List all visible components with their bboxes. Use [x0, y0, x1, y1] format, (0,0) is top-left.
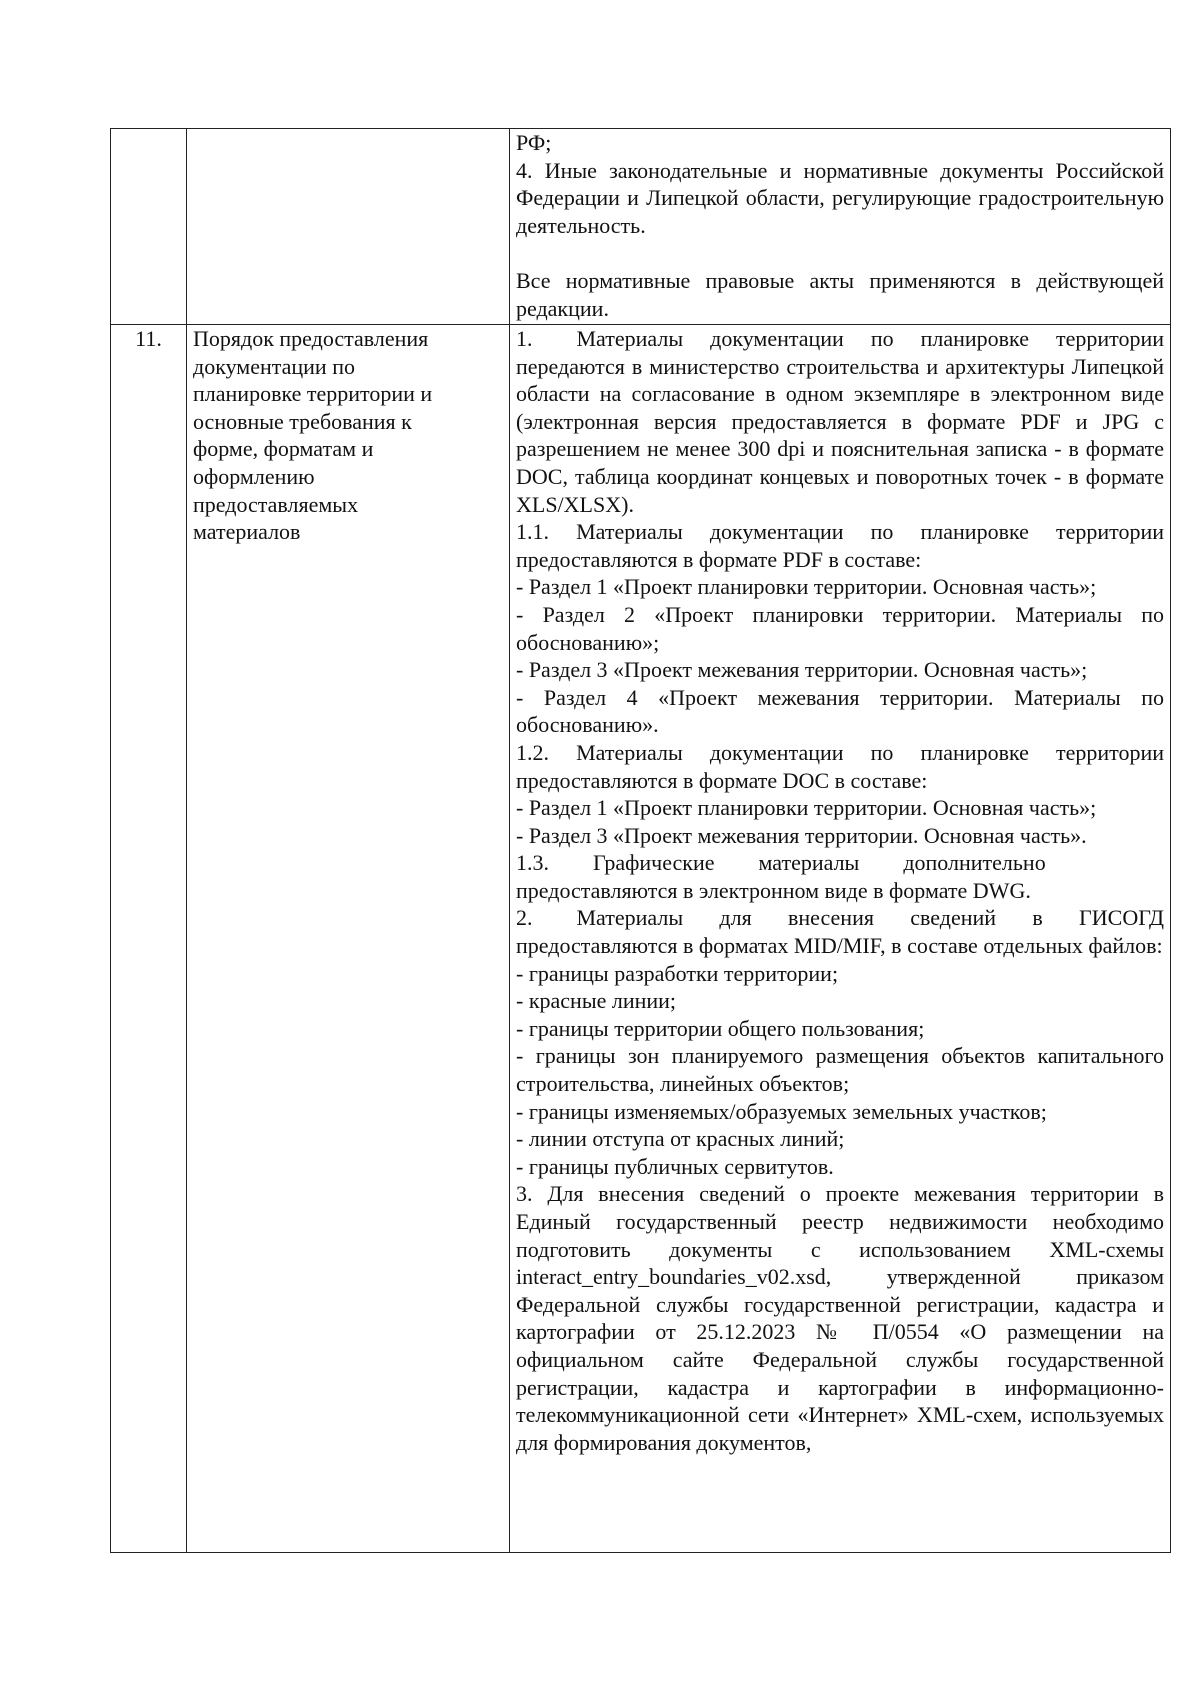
paragraph-gap: [516, 239, 1164, 267]
name-line: основные требования к: [193, 408, 412, 434]
paragraph: 1. Материалы документации по планировке территории передаются в министерство строительства и архитектуры Липецкой области на согласование в одном экземпляре в электронном виде (электронная версия предоставляется в формате PDF и JPG с разрешением не менее 300 dpi и пояснительная записка - в формате DOC, таблица координат концевых и поворотных точек - в формате XLS/XLSX).: [516, 326, 1164, 517]
paragraph: 1.3. Графические материалы дополнительно предоставляются в электронном виде в формате DWG.: [516, 850, 1046, 903]
name-line: планировке территории и: [193, 381, 433, 407]
table-row: [111, 325, 1171, 1553]
row-number-cell: [111, 129, 187, 325]
paragraph: - красные линии;: [516, 988, 677, 1014]
paragraph: - Раздел 2 «Проект планировки территории. Материалы по обоснованию»;: [516, 601, 1164, 655]
note-paragraph: Все нормативные правовые акты применяются в действующей редакции.: [516, 267, 1164, 321]
paragraph: - границы зон планируемого размещения объектов капитального строительства, линейных объектов;: [516, 1043, 1164, 1097]
row-number-cell: 11.: [111, 325, 187, 1553]
name-line: документации по: [193, 353, 355, 379]
paragraph: 2. Материалы для внесения сведений в ГИСОГД предоставляются в форматах MID/MIF, в составе отдельных файлов:: [516, 905, 1164, 959]
name-line: предоставляемых: [193, 491, 359, 517]
paragraph: - Раздел 1 «Проект планировки территории. Основная часть»;: [516, 574, 1097, 600]
paragraph: - границы публичных сервитутов.: [516, 1153, 834, 1179]
name-line: материалов: [193, 519, 301, 545]
row-name-cell: [187, 129, 510, 325]
row-content-cell: [510, 325, 1171, 1553]
row-name-cell: [187, 325, 510, 1553]
table-row: [111, 129, 1171, 325]
paragraph: - линии отступа от красных линий;: [516, 1126, 845, 1152]
paragraph: - Раздел 3 «Проект межевания территории. Основная часть».: [516, 822, 1087, 848]
name-line: форме, форматам и: [193, 436, 374, 462]
paragraph: 1.1. Материалы документации по планировке территории предоставляются в формате PDF в составе:: [516, 519, 1164, 572]
row-content-cell: [510, 129, 1171, 325]
paragraph: - Раздел 4 «Проект межевания территории. Материалы по обоснованию».: [516, 684, 1164, 738]
paragraph: - Раздел 3 «Проект межевания территории. Основная часть»;: [516, 657, 1088, 683]
paragraph: - границы территории общего пользования;: [516, 1015, 925, 1041]
paragraph: 4. Иные законодательные и нормативные документы Российской Федерации и Липецкой области, регулирующие градостроительную деятельность.: [516, 157, 1164, 238]
paragraph: - Раздел 1 «Проект планировки территории. Основная часть»;: [516, 795, 1097, 821]
name-line: оформлению: [193, 463, 315, 489]
name-line: Порядок предоставления: [193, 326, 429, 351]
paragraph: - границы изменяемых/образуемых земельных участков;: [516, 1098, 1047, 1124]
paragraph: 3. Для внесения сведений о проекте межевания территории в Единый государственный реестр недвижимости необходимо подготовить документы с использованием XML-схемы interact_entry_boundaries_v02.xsd, утвержденной приказом Федеральной службы государственной регистрации, кадастра и картографии от 25.12.2023 № П/0554 «О размещении на официальном сайте Федеральной службы государственной регистрации, кадастра и картографии в информационно-телекоммуникационной сети «Интернет» XML-схем, используемых для формирования документов,: [516, 1181, 1164, 1455]
requirements-table: [110, 128, 1171, 1553]
paragraph: - границы разработки территории;: [516, 960, 839, 986]
paragraph: 1.2. Материалы документации по планировке территории предоставляются в формате DOC в составе:: [516, 739, 1164, 793]
paragraph: РФ;: [516, 130, 552, 155]
